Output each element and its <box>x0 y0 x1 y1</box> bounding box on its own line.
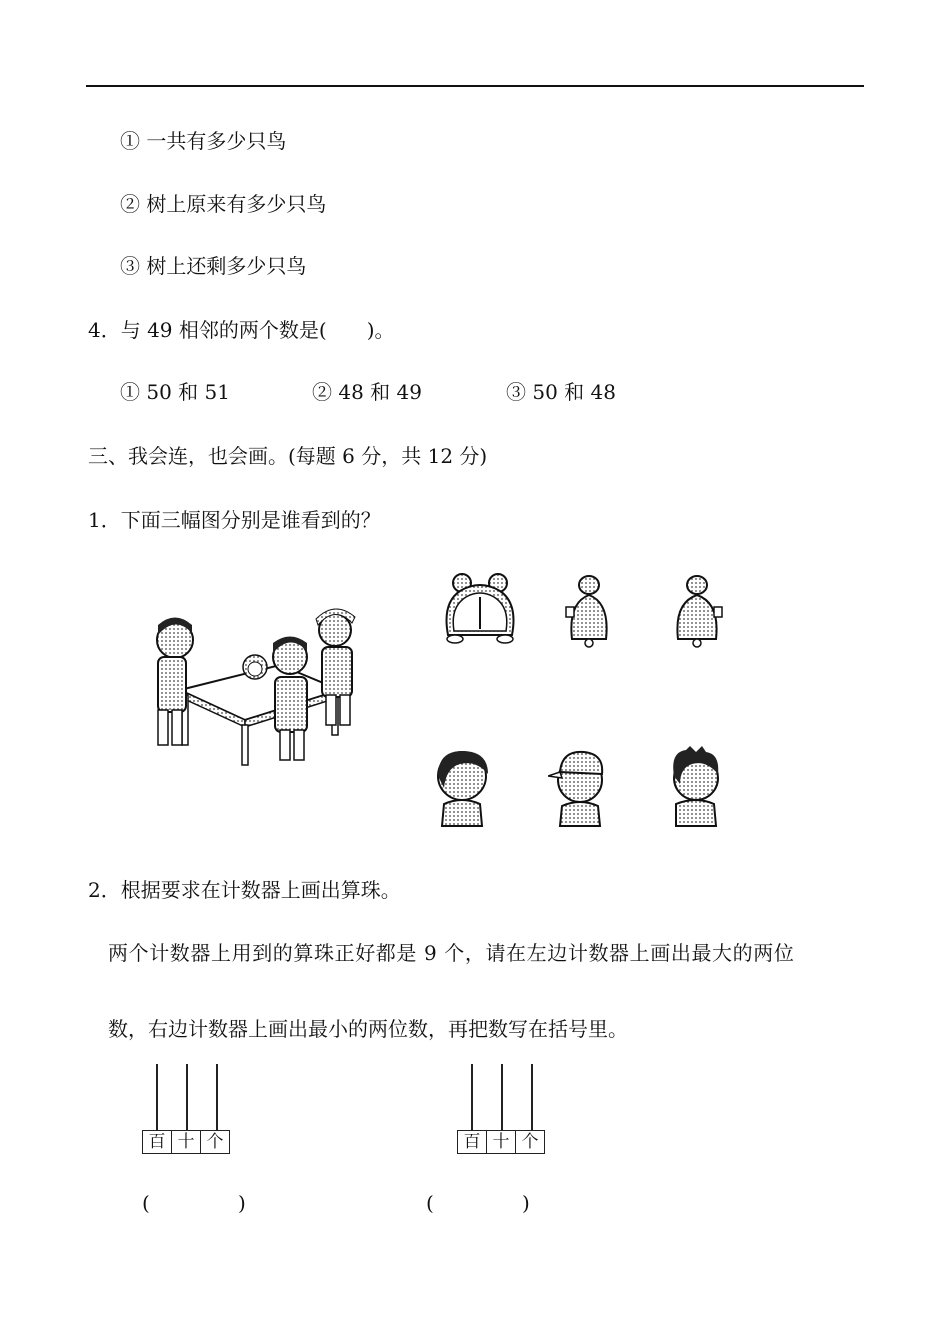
kids-around-table-illustration <box>140 595 370 775</box>
label-tens: 十 <box>172 1131 201 1153</box>
rod-tens[interactable] <box>501 1064 503 1130</box>
left-answer-open-paren: ( <box>142 1191 150 1215</box>
rod-hundreds[interactable] <box>471 1064 473 1130</box>
boy-head-spiky-hair <box>666 744 724 828</box>
right-answer-blank[interactable] <box>442 1190 518 1218</box>
right-answer-open-paren: ( <box>426 1191 434 1215</box>
rod-ones[interactable] <box>216 1064 218 1130</box>
right-answer-close-paren: ) <box>522 1191 530 1215</box>
s3-q2-stem: 2．根据要求在计数器上画出算珠。 <box>88 878 401 902</box>
abacus-base <box>142 1130 230 1154</box>
left-answer-blank[interactable] <box>158 1190 234 1218</box>
section-3-title: 三、我会连，也会画。(每题 6 分，共 12 分) <box>88 444 488 468</box>
label-tens: 十 <box>487 1131 516 1153</box>
q3-option-1[interactable]: ① 一共有多少只鸟 <box>120 129 287 153</box>
q4-stem: 4．与 49 相邻的两个数是( )。 <box>88 318 395 342</box>
s3-q1-stem: 1．下面三幅图分别是谁看到的？ <box>88 508 381 532</box>
label-ones: 个 <box>521 1132 539 1152</box>
s3-q2-instruction-line2: 数，右边计数器上画出最小的两位数，再把数写在括号里。 <box>108 1017 628 1041</box>
label-hundreds: 百 <box>458 1131 487 1153</box>
s3-q2-instruction-line1: 两个计数器上用到的算珠正好都是 9 个，请在左边计数器上画出最大的两位 <box>108 941 795 965</box>
header-rule <box>86 85 864 87</box>
abacus-base <box>457 1130 545 1154</box>
label-hundreds: 百 <box>143 1131 172 1153</box>
rod-ones[interactable] <box>531 1064 533 1130</box>
rod-tens[interactable] <box>186 1064 188 1130</box>
boy-head-cap <box>548 744 610 828</box>
q4-option-3[interactable]: ③ 50 和 48 <box>506 380 616 404</box>
q3-option-2[interactable]: ② 树上原来有多少只鸟 <box>120 192 327 216</box>
boy-head-black-hair <box>432 746 494 828</box>
q4-option-1[interactable]: ① 50 和 51 <box>120 380 230 404</box>
left-answer-close-paren: ) <box>238 1191 246 1215</box>
q4-option-2[interactable]: ② 48 和 49 <box>312 380 422 404</box>
q3-option-3[interactable]: ③ 树上还剩多少只鸟 <box>120 254 307 278</box>
clock-front-view <box>440 573 520 645</box>
label-ones: 个 <box>206 1132 224 1152</box>
clock-side-view <box>564 573 614 649</box>
rod-hundreds[interactable] <box>156 1064 158 1130</box>
clock-back-view <box>670 573 724 649</box>
